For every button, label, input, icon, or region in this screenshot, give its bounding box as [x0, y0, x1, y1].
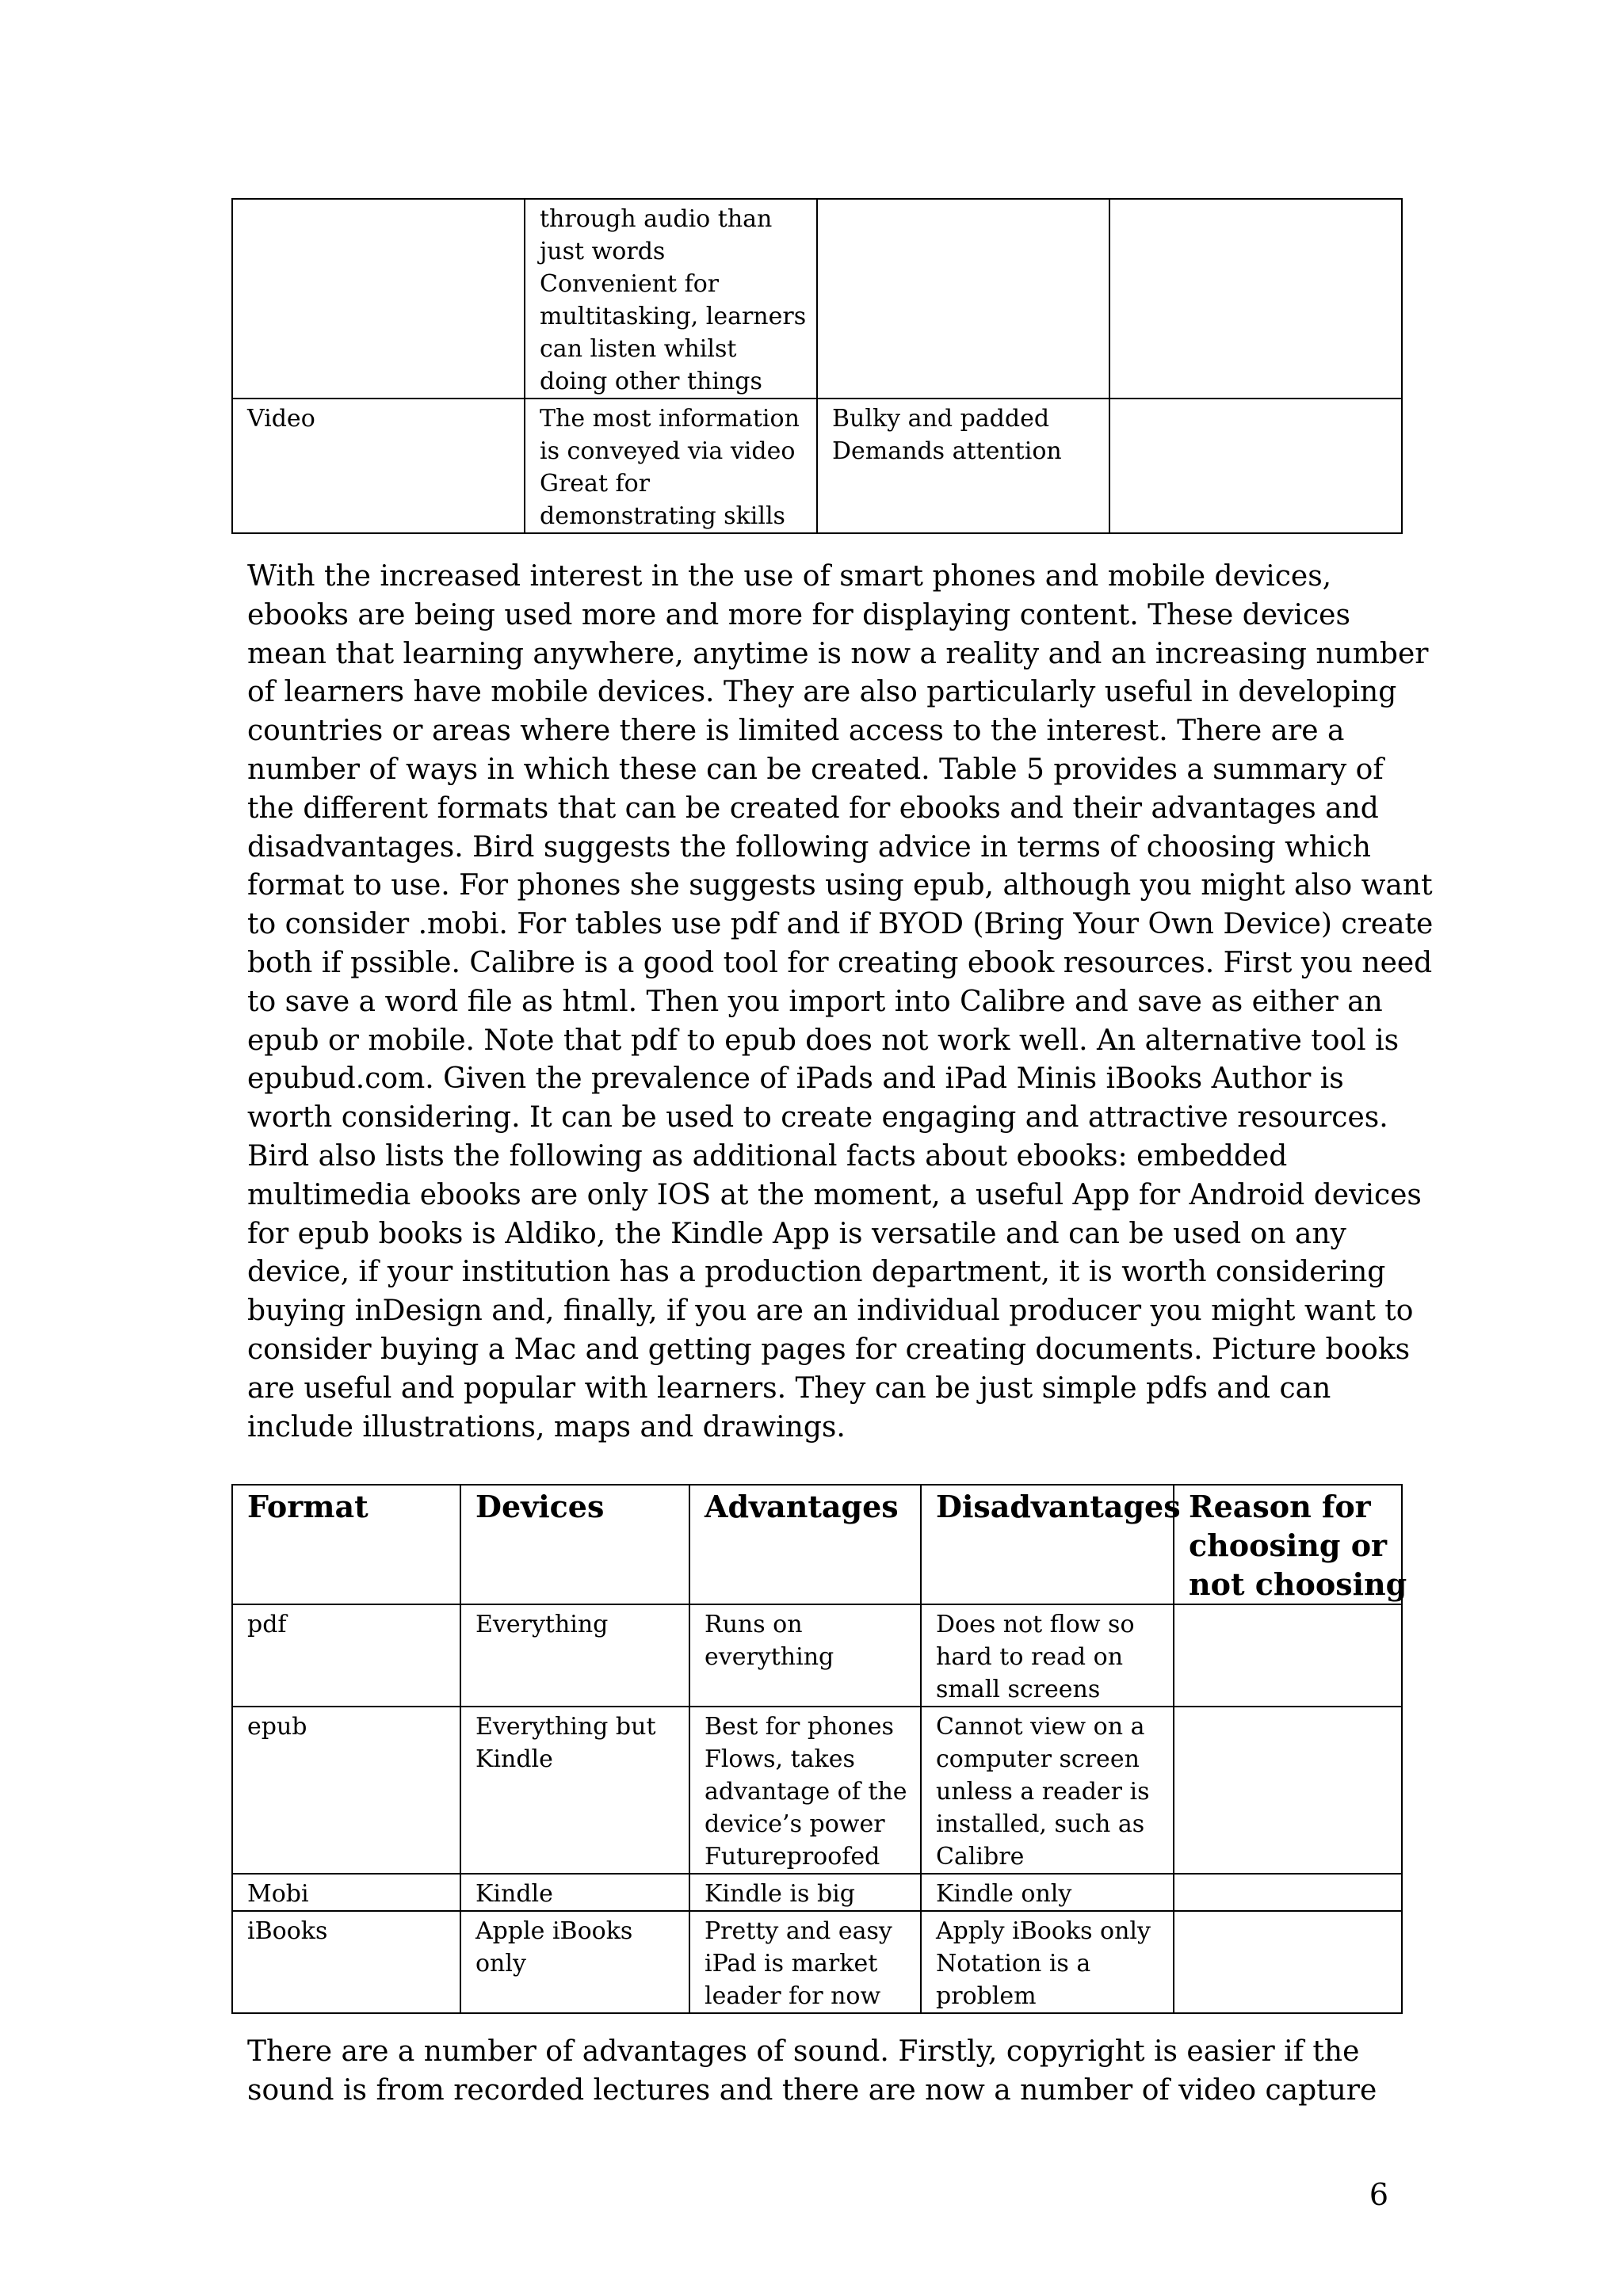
cell-line: Flows, takes [705, 1745, 855, 1773]
text-line: format to use. For phones she suggests using epub, although you might also want [247, 869, 1433, 902]
disadvantages-header [921, 1485, 1181, 1604]
cell-line: doing other things [540, 368, 762, 395]
text-line: There are a number of advantages of sound. Firstly, copyright is easier if the [247, 2035, 1360, 2068]
advantages-header [689, 1485, 921, 1604]
devices-header [460, 1485, 689, 1604]
disadvantages-cell [921, 1707, 1174, 1874]
header-line: Format [247, 1489, 369, 1524]
cell-line: Convenient for [540, 270, 720, 298]
cell-line: Everything but [475, 1713, 656, 1741]
cell-line: leader for now [705, 1982, 881, 2010]
cell-line: device’s power [705, 1810, 885, 1838]
advantages-cell [689, 1874, 921, 1911]
advantages-cell [689, 1604, 921, 1707]
cell-line: Notation is a [936, 1950, 1091, 1978]
cell-line: iBooks [247, 1917, 328, 1945]
cell-line: Best for phones [705, 1713, 894, 1741]
text-line: number of ways in which these can be created. Table 5 provides a summary of [247, 753, 1384, 786]
cell-line: only [475, 1950, 526, 1978]
header-line: Advantages [705, 1489, 899, 1524]
header-line: not choosing [1189, 1566, 1407, 1602]
cell-line: demonstrating skills [540, 502, 785, 530]
ebook-formats-table [231, 1484, 1407, 2014]
text-line: Bird also lists the following as additional facts about ebooks: embedded [247, 1139, 1288, 1173]
text-line: worth considering. It can be used to create engaging and attractive resources. [247, 1101, 1388, 1135]
sound-paragraph [247, 2033, 1404, 2111]
table-row [232, 1707, 1402, 1874]
cell-line: Cannot view on a [936, 1713, 1145, 1741]
disadvantages-cell [921, 1604, 1174, 1707]
text-line: multimedia ebooks are only IOS at the moment, a useful App for Android devices [247, 1178, 1422, 1211]
cell-line: is conveyed via video [540, 437, 796, 465]
cell-line: Calibre [936, 1843, 1025, 1871]
devices-cell [460, 1604, 689, 1707]
disadvantages-cell [921, 1911, 1174, 2013]
format-header [232, 1485, 460, 1604]
cell-line: Bulky and padded [832, 405, 1050, 433]
text-line: device, if your institution has a production department, it is worth considering [247, 1256, 1386, 1289]
header-line: Reason for [1189, 1489, 1371, 1524]
text-line: With the increased interest in the use of smart phones and mobile devices, [247, 560, 1332, 593]
header-line: Devices [475, 1489, 605, 1524]
format-cell [232, 1874, 460, 1911]
text-line: include illustrations, maps and drawings. [247, 1410, 846, 1444]
cell-line: everything [705, 1643, 834, 1671]
text-line: are useful and popular with learners. They can be just simple pdfs and can [247, 1371, 1331, 1405]
cell-line: through audio than [540, 205, 773, 233]
cell-line: hard to read on [936, 1643, 1124, 1671]
cell-line: The most information [540, 405, 800, 433]
table-row [232, 199, 1402, 399]
reason-header [1174, 1485, 1407, 1604]
page-number: 6 [1369, 2177, 1388, 2212]
text-line: to consider .mobi. For tables use pdf and if BYOD (Bring Your Own Device) create [247, 908, 1434, 941]
advantages-cell [689, 1911, 921, 2013]
table-row [232, 399, 1402, 533]
header-row [232, 1485, 1402, 1604]
ebooks-paragraph [247, 558, 1434, 1447]
advantages-cell [525, 199, 817, 399]
cell-line: problem [936, 1982, 1037, 2010]
cell-line: Does not flow so [936, 1611, 1135, 1638]
cell-line: Demands attention [832, 437, 1062, 465]
format-cell [232, 1707, 460, 1874]
devices-cell [460, 1911, 689, 2013]
text-line: both if pssible. Calibre is a good tool for creating ebook resources. First you need [247, 946, 1433, 979]
header-line: choosing or [1189, 1527, 1388, 1563]
text-line: sound is from recorded lectures and there are now a number of video capture [247, 2073, 1377, 2107]
notes-cell [1109, 399, 1402, 533]
header-line: Disadvantages [936, 1489, 1181, 1524]
cell-line: Kindle only [936, 1880, 1072, 1908]
reason-cell [1174, 1604, 1402, 1707]
notes-cell [1109, 199, 1402, 399]
disadvantages-cell [817, 399, 1109, 533]
medium-cell [232, 399, 525, 533]
table-row [232, 1874, 1402, 1911]
cell-line: Kindle is big [705, 1880, 855, 1908]
devices-cell [460, 1874, 689, 1911]
text-line: to save a word file as html. Then you import into Calibre and save as either an [247, 985, 1383, 1018]
table-row [232, 1604, 1402, 1707]
cell-line: Great for [540, 470, 651, 498]
text-line: of learners have mobile devices. They are also particularly useful in developing [247, 676, 1397, 709]
disadvantages-cell [921, 1874, 1174, 1911]
format-cell [232, 1604, 460, 1707]
cell-line: Video [247, 405, 315, 433]
media-comparison-table [231, 198, 1403, 534]
text-line: mean that learning anywhere, anytime is now a reality and an increasing number [247, 637, 1429, 670]
cell-line: Runs on [705, 1611, 803, 1638]
reason-cell [1174, 1911, 1402, 2013]
cell-line: Kindle [475, 1745, 553, 1773]
cell-line: Futureproofed [705, 1843, 880, 1871]
text-line: countries or areas where there is limited access to the interest. There are a [247, 715, 1345, 748]
text-line: ebooks are being used more and more for displaying content. These devices [247, 598, 1350, 631]
cell-line: multitasking, learners [540, 303, 807, 330]
cell-line: Pretty and easy [705, 1917, 892, 1945]
format-cell [232, 1911, 460, 2013]
cell-line: small screens [936, 1676, 1101, 1703]
disadvantages-cell [817, 199, 1109, 399]
cell-line: just words [540, 238, 666, 265]
cell-line: Kindle [475, 1880, 553, 1908]
reason-cell [1174, 1707, 1402, 1874]
cell-line: Apple iBooks [475, 1917, 633, 1945]
cell-line: Mobi [247, 1880, 309, 1908]
cell-line: advantage of the [705, 1778, 907, 1806]
cell-line: computer screen [936, 1745, 1140, 1773]
devices-cell [460, 1707, 689, 1874]
cell-line: installed, such as [936, 1810, 1145, 1838]
cell-line: Apply iBooks only [936, 1917, 1151, 1945]
medium-cell [232, 199, 525, 399]
text-line: disadvantages. Bird suggests the following advice in terms of choosing which [247, 830, 1371, 864]
cell-line: Everything [475, 1611, 609, 1638]
text-line: epub or mobile. Note that pdf to epub does not work well. An alternative tool is [247, 1024, 1400, 1057]
cell-line: pdf [247, 1611, 287, 1638]
cell-line: unless a reader is [936, 1778, 1150, 1806]
cell-line: iPad is market [705, 1950, 878, 1978]
table-row [232, 1911, 1402, 2013]
text-line: the different formats that can be created for ebooks and their advantages and [247, 791, 1379, 825]
text-line: epubud.com. Given the prevalence of iPads and iPad Minis iBooks Author is [247, 1062, 1344, 1096]
advantages-cell [525, 399, 817, 533]
text-line: buying inDesign and, finally, if you are an individual producer you might want to [247, 1295, 1414, 1328]
advantages-cell [689, 1707, 921, 1874]
text-line: for epub books is Aldiko, the Kindle App is versatile and can be used on any [247, 1217, 1346, 1250]
reason-cell [1174, 1874, 1402, 1911]
cell-line: epub [247, 1713, 307, 1741]
cell-line: can listen whilst [540, 335, 737, 363]
text-line: consider buying a Mac and getting pages for creating documents. Picture books [247, 1333, 1411, 1366]
